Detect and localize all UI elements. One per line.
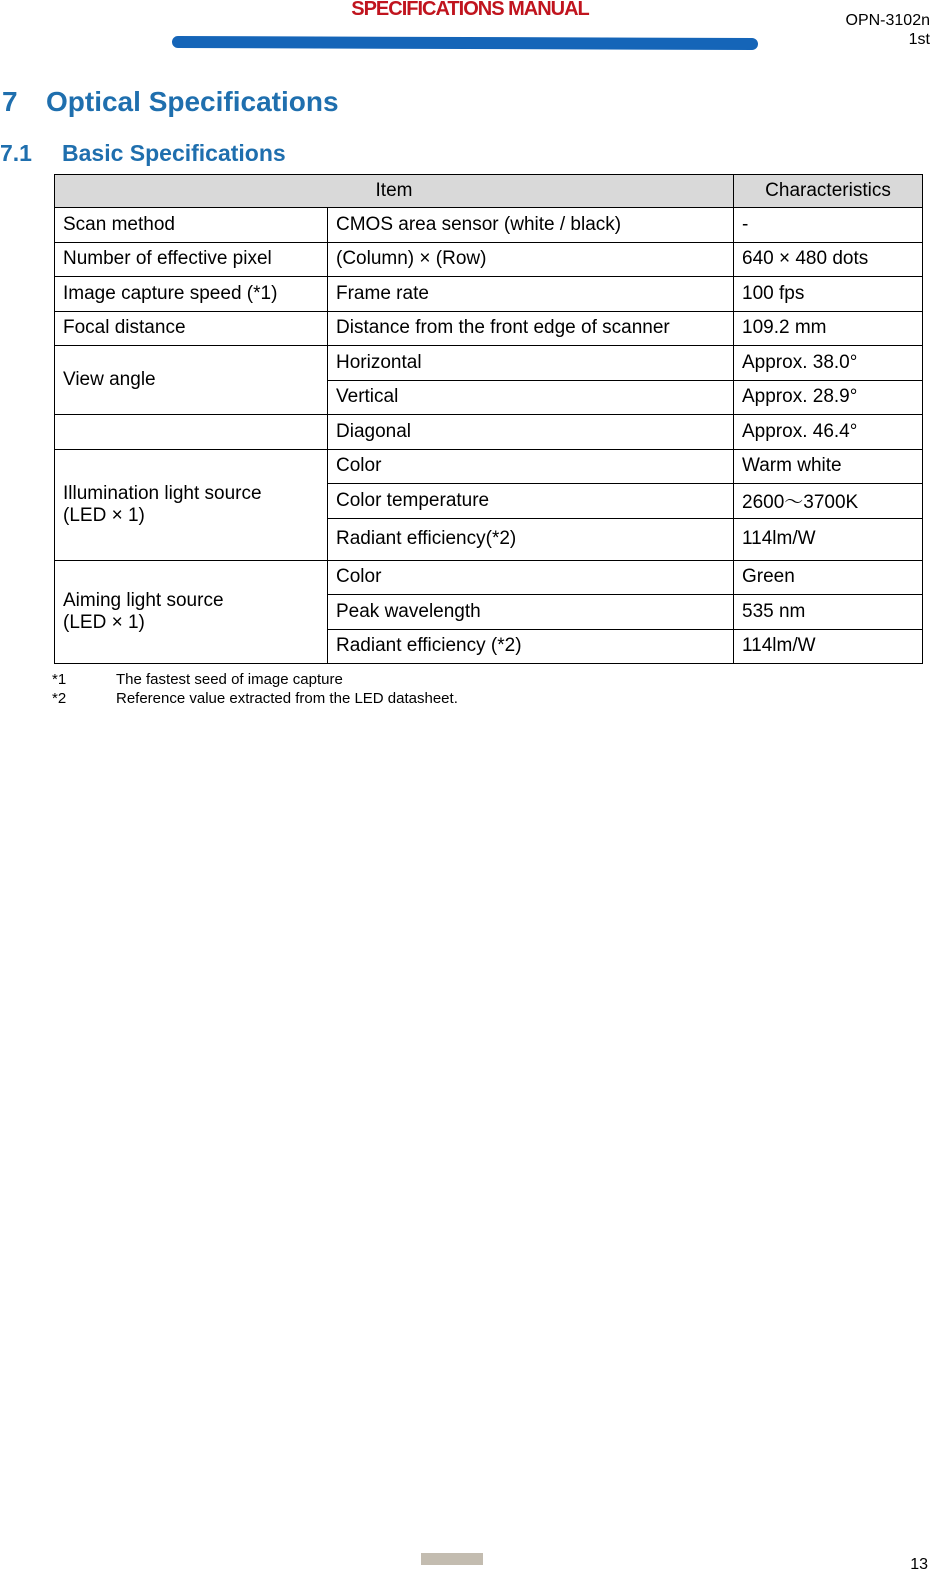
- subsection-heading: [0, 140, 286, 167]
- row-label-line: Aiming light source: [63, 589, 224, 611]
- row-value: -: [734, 208, 923, 243]
- header-divider-bar: [172, 36, 758, 50]
- footnote: [52, 670, 458, 689]
- footnote-mark: *1: [52, 671, 67, 688]
- row-value: 114lm/W: [734, 629, 923, 664]
- row-label: [55, 449, 328, 560]
- row-sub-item: Diagonal: [328, 415, 734, 450]
- row-value: Approx. 28.9°: [734, 380, 923, 415]
- row-label-line: Illumination light source: [63, 482, 262, 504]
- footnote: [52, 689, 458, 708]
- page-number: 13: [910, 1556, 928, 1573]
- row-label: Focal distance: [55, 311, 328, 346]
- footnotes: [52, 670, 458, 708]
- row-sub-item: Color: [328, 449, 734, 484]
- row-sub-item: (Column) × (Row): [328, 242, 734, 277]
- document-edition: 1st: [908, 31, 930, 48]
- row-value: 535 nm: [734, 595, 923, 630]
- footer-bar: [421, 1553, 483, 1565]
- basic-specifications-table: [54, 174, 923, 664]
- subsection-number: 7.1: [0, 140, 32, 166]
- row-label: Number of effective pixel: [55, 242, 328, 277]
- row-label: Scan method: [55, 208, 328, 243]
- footnote-text: Reference value extracted from the LED datasheet.: [116, 690, 458, 707]
- table-row: [55, 242, 923, 277]
- row-value: 100 fps: [734, 277, 923, 312]
- row-sub-item: Frame rate: [328, 277, 734, 312]
- row-label-line: (LED × 1): [63, 611, 145, 633]
- row-sub-item: Peak wavelength: [328, 595, 734, 630]
- table-header-row: [55, 175, 923, 208]
- row-sub-item: Horizontal: [328, 346, 734, 381]
- row-label-line: (LED × 1): [63, 504, 145, 526]
- row-value: Approx. 46.4°: [734, 415, 923, 450]
- section-title: Optical Specifications: [46, 86, 339, 117]
- row-sub-item: Distance from the front edge of scanner: [328, 311, 734, 346]
- footnote-mark: *2: [52, 690, 67, 707]
- table-row: [55, 415, 923, 450]
- row-value: Warm white: [734, 449, 923, 484]
- footnote-text: The fastest seed of image capture: [116, 671, 343, 688]
- row-sub-item: Color temperature: [328, 484, 734, 519]
- row-label-empty: [55, 415, 328, 450]
- row-value: Green: [734, 560, 923, 595]
- row-sub-item: Radiant efficiency(*2): [328, 518, 734, 560]
- row-label: Image capture speed (*1): [55, 277, 328, 312]
- row-sub-item: CMOS area sensor (white / black): [328, 208, 734, 243]
- header-title: SPECIFICATIONS MANUAL: [351, 0, 589, 20]
- table-row: [55, 311, 923, 346]
- table-row: [55, 208, 923, 243]
- document-number-block: [846, 11, 931, 49]
- row-value: 2600～3700K: [734, 484, 923, 519]
- row-sub-item: Radiant efficiency (*2): [328, 629, 734, 664]
- subsection-title: Basic Specifications: [62, 140, 286, 166]
- table-row: [55, 346, 923, 381]
- header-item: Item: [55, 175, 734, 208]
- row-value: 109.2 mm: [734, 311, 923, 346]
- row-label: View angle: [55, 346, 328, 415]
- row-value: Approx. 38.0°: [734, 346, 923, 381]
- row-value: 640 × 480 dots: [734, 242, 923, 277]
- table-row: [55, 449, 923, 484]
- section-number: 7: [2, 86, 18, 117]
- section-heading: [2, 86, 339, 118]
- row-sub-item: Color: [328, 560, 734, 595]
- row-sub-item: Vertical: [328, 380, 734, 415]
- table-row: [55, 277, 923, 312]
- row-value: 114lm/W: [734, 518, 923, 560]
- header-characteristics: Characteristics: [734, 175, 923, 208]
- document-number: OPN-3102n: [845, 12, 930, 29]
- table-row: [55, 560, 923, 595]
- row-label: [55, 560, 328, 664]
